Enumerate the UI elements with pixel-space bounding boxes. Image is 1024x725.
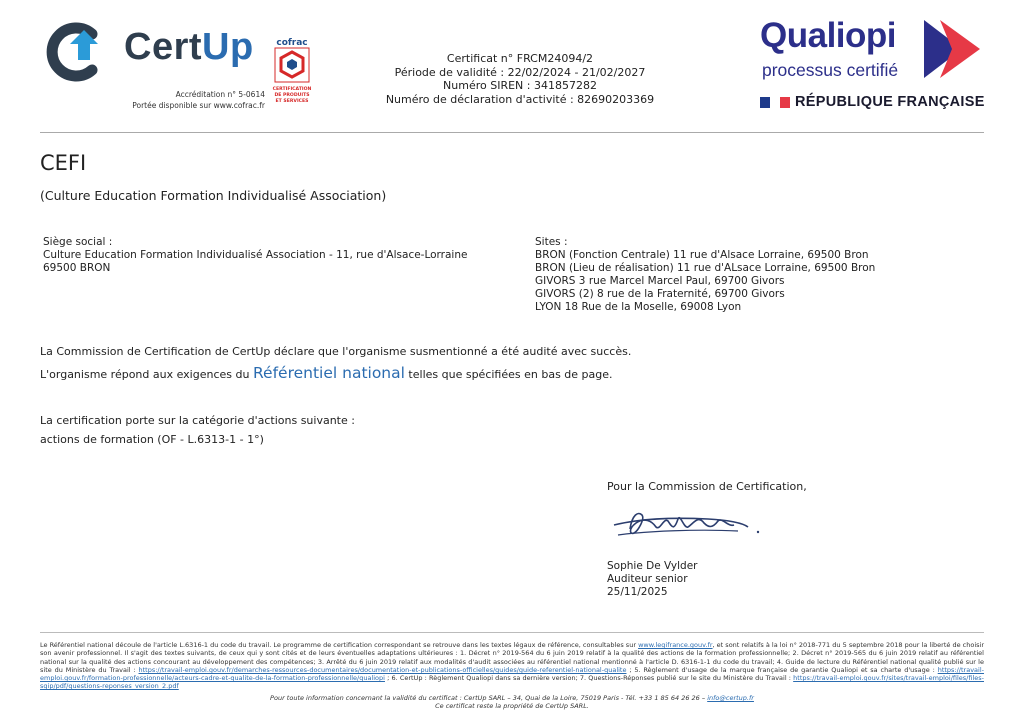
certup-wordmark: CertUp <box>124 26 254 68</box>
signer-role: Auditeur senior <box>607 573 688 585</box>
legal-text-4: ; 6. CertUp : Règlement Qualiopi dans sa dernière version; 7. Questions-Réponses publié sur le site du Ministère du Travail : <box>384 674 794 683</box>
referential-prefix: L'organisme répond aux exigences du <box>40 368 253 381</box>
certificate-number: Certificat n° FRCM24094/2 <box>446 52 594 65</box>
signature-date: 25/11/2025 <box>607 586 668 598</box>
contact-text: Pour toute information concernant la validité du certificat : CertUp SARL – 34, Quai de la Loire, 75019 Paris - Tél. +33 1 85 64 26 26 – <box>270 694 708 702</box>
site-item: GIVORS 3 rue Marcel Marcel Paul, 69700 Givors <box>535 275 785 287</box>
cofrac-logo-icon <box>272 36 312 110</box>
header-divider <box>40 132 984 133</box>
head-office-label: Siège social : <box>43 236 113 248</box>
property-note: Ce certificat reste la propriété de CertUp SARL. <box>435 702 589 711</box>
audit-declaration: La Commission de Certification de CertUp déclare que l'organisme susmentionné a été audité avec succès. <box>40 345 632 358</box>
referential-name: Référentiel national <box>252 364 405 382</box>
head-office-line2: 69500 BRON <box>43 262 111 274</box>
site-item: LYON 18 Rue de la Moselle, 69008 Lyon <box>535 301 742 313</box>
site-item: GIVORS (2) 8 rue de la Fraternité, 69700 Givors <box>535 288 785 300</box>
questions-reponses-link[interactable]: https://travail-emploi.gouv.fr/sites/travail-emploi/files/files-sgip/pdf/questions-reponses_version_2.pdf <box>40 674 984 691</box>
french-flag-icon <box>760 97 790 108</box>
qualiopi-title: Qualiopi <box>760 16 896 55</box>
site-item: BRON (Lieu de réalisation) 11 rue d'ALsace Lorraine, 69500 Bron <box>535 262 876 274</box>
accreditation-info <box>60 89 265 111</box>
signer-block <box>607 560 697 599</box>
referential-suffix: telles que spécifiées en bas de page. <box>404 368 613 381</box>
svg-text:ET SERVICES: ET SERVICES <box>275 99 309 104</box>
organization-full-name: (Culture Education Formation Individualisé Association) <box>40 188 387 203</box>
organization-name: CEFI <box>40 151 87 175</box>
qualiopi-chevron-icon <box>922 18 984 80</box>
guide-referentiel-link[interactable]: https://travail-emploi.gouv.fr/demarches-ressources-documentaires/documentation-et-publications-officielles/guides/guide-referentiel-national-qualite <box>138 665 627 674</box>
accreditation-scope: Portée disponible sur www.cofrac.fr <box>132 101 265 110</box>
siren-number: Numéro SIREN : 341857282 <box>443 79 597 93</box>
footer-divider <box>40 632 984 633</box>
category-intro: La certification porte sur la catégorie d'actions suivante : <box>40 414 355 427</box>
qualiopi-subtitle: processus certifié <box>762 60 899 80</box>
signer-name: Sophie De Vylder <box>607 560 698 572</box>
sites-block <box>535 236 975 314</box>
qualiopi-charte-link[interactable]: https://travail-emploi.gouv.fr/formation-professionnelle/acteurs-cadre-et-qualite-de-la-formation-professionnelle/qualiopi <box>40 665 984 683</box>
legal-text-2: , et sont relatifs à la loi n° 2018-771 du 5 septembre 2018 pour la liberté de choisir son avenir professionnel. Il s'agit des textes suivants, de ceux qui y sont cités et de leurs éventuelles adaptations ultérieures : 1. Décret n° 2019-564 du 6 juin 2019 relatif à la qualité des actions de la formation professionnelle; 2. Décret n° 2019-565 du 6 juin 2019 relatif au référentiel national sur la qualité des actions concourant au développement des compétences; 3. Arrêté du 6 juin 2019 relatif aux modalités d'audit associées au référentiel national mentionné à l'article D. 6316-1-1 du code du travail; 4. Guide de lecture du Référentiel national qualité publié sur le site du Ministère du Travail : <box>40 641 984 674</box>
accreditation-number: Accréditation n° 5-0614 <box>175 90 265 99</box>
legifrance-link[interactable]: www.legifrance.gouv.fr <box>638 641 713 649</box>
category-value: actions de formation (OF - L.6313-1 - 1°) <box>40 433 264 446</box>
head-office-line1: Culture Education Formation Individualisé Association - 11, rue d'Alsace-Lorraine <box>43 249 468 261</box>
validity-period: Période de validité : 22/02/2024 - 21/02/2027 <box>394 65 646 79</box>
referential-statement <box>40 364 613 382</box>
head-office-block <box>43 236 503 275</box>
legal-text-1: Le Référentiel national découle de l'article L.6316-1 du code du travail. Le programme de certification correspondant se retrouve dans les textes légaux de référence, consultables sur <box>40 641 639 649</box>
svg-text:DE PRODUITS: DE PRODUITS <box>274 93 310 98</box>
republique-francaise-label: RÉPUBLIQUE FRANÇAISE <box>795 94 985 110</box>
footer-legal-text <box>40 641 984 691</box>
footer-contact <box>0 694 1024 711</box>
certificate-info <box>360 52 680 106</box>
activity-declaration: Numéro de déclaration d'activité : 82690203369 <box>385 92 655 106</box>
svg-text:CERTIFICATION: CERTIFICATION <box>272 87 312 92</box>
sites-label: Sites : <box>535 236 568 248</box>
handwritten-signature-icon <box>608 505 768 543</box>
signature-intro: Pour la Commission de Certification, <box>607 480 807 493</box>
legal-text-3: ; 5. Règlement d'usage de la marque française de garantie Qualiopi et sa charte d'usage : <box>626 665 938 674</box>
cofrac-label: cofrac <box>276 38 308 48</box>
site-item: BRON (Fonction Centrale) 11 rue d'Alsace Lorraine, 69500 Bron <box>535 249 869 261</box>
contact-email-link[interactable]: info@certup.fr <box>707 694 754 702</box>
